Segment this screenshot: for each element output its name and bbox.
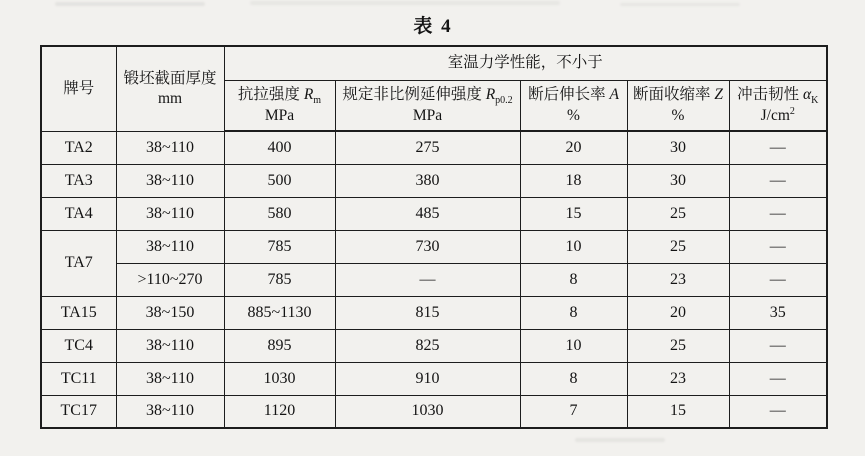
table-row bbox=[41, 329, 827, 362]
impact-toughness-subscript: K bbox=[811, 95, 819, 107]
table-row bbox=[41, 164, 827, 197]
col-header-proof-strength bbox=[335, 80, 520, 131]
table-body bbox=[41, 131, 827, 428]
cell-reduction-of-area: 25 bbox=[627, 329, 729, 362]
cell-reduction-of-area: 20 bbox=[627, 296, 729, 329]
table-row bbox=[41, 230, 827, 263]
cell-tensile-strength: 1030 bbox=[224, 362, 335, 395]
table-row bbox=[41, 362, 827, 395]
cell-thickness: 38~110 bbox=[116, 197, 224, 230]
col-header-grade: 牌号 bbox=[41, 46, 116, 131]
proof-strength-label: 规定非比例延伸强度 bbox=[342, 86, 486, 104]
cell-grade: TC4 bbox=[41, 329, 116, 362]
cell-proof-strength: 485 bbox=[335, 197, 520, 230]
cell-grade: TA4 bbox=[41, 197, 116, 230]
reduction-of-area-label: 断面收缩率 bbox=[632, 86, 715, 104]
cell-impact-toughness: 35 bbox=[729, 296, 827, 329]
cell-thickness: 38~110 bbox=[116, 395, 224, 428]
cell-impact-toughness: — bbox=[729, 197, 827, 230]
scan-artifact bbox=[620, 3, 740, 6]
col-header-impact-toughness bbox=[729, 80, 827, 131]
scan-artifact bbox=[250, 1, 560, 5]
elongation-unit: % bbox=[567, 106, 580, 124]
cell-impact-toughness: — bbox=[729, 131, 827, 164]
cell-proof-strength: 815 bbox=[335, 296, 520, 329]
cell-elongation: 8 bbox=[520, 296, 627, 329]
col-header-tensile-strength bbox=[224, 80, 335, 131]
cell-elongation: 15 bbox=[520, 197, 627, 230]
impact-toughness-unit-superscript: 2 bbox=[789, 105, 795, 117]
cell-impact-toughness: — bbox=[729, 263, 827, 296]
cell-elongation: 10 bbox=[520, 230, 627, 263]
cell-thickness: >110~270 bbox=[116, 263, 224, 296]
cell-tensile-strength: 885~1130 bbox=[224, 296, 335, 329]
cell-proof-strength: — bbox=[335, 263, 520, 296]
col-header-performance-span: 室温力学性能，不小于 bbox=[224, 46, 827, 80]
col-header-thickness bbox=[116, 46, 224, 131]
cell-grade: TA2 bbox=[41, 131, 116, 164]
tensile-strength-symbol: R bbox=[303, 86, 314, 104]
cell-reduction-of-area: 23 bbox=[627, 263, 729, 296]
cell-elongation: 7 bbox=[520, 395, 627, 428]
cell-grade: TC17 bbox=[41, 395, 116, 428]
cell-impact-toughness: — bbox=[729, 362, 827, 395]
col-header-elongation bbox=[520, 80, 627, 131]
cell-impact-toughness: — bbox=[729, 164, 827, 197]
cell-reduction-of-area: 25 bbox=[627, 197, 729, 230]
proof-strength-subscript: p0.2 bbox=[495, 95, 513, 107]
cell-tensile-strength: 785 bbox=[224, 263, 335, 296]
cell-elongation: 10 bbox=[520, 329, 627, 362]
cell-elongation: 20 bbox=[520, 131, 627, 164]
cell-thickness: 38~110 bbox=[116, 329, 224, 362]
table-row bbox=[41, 296, 827, 329]
cell-reduction-of-area: 15 bbox=[627, 395, 729, 428]
tensile-strength-unit: MPa bbox=[264, 106, 295, 124]
cell-proof-strength: 730 bbox=[335, 230, 520, 263]
cell-grade: TA7 bbox=[41, 230, 116, 296]
cell-elongation: 18 bbox=[520, 164, 627, 197]
cell-thickness: 38~110 bbox=[116, 131, 224, 164]
cell-tensile-strength: 1120 bbox=[224, 395, 335, 428]
cell-proof-strength: 275 bbox=[335, 131, 520, 164]
cell-tensile-strength: 400 bbox=[224, 131, 335, 164]
reduction-of-area-symbol: Z bbox=[714, 86, 723, 104]
cell-tensile-strength: 785 bbox=[224, 230, 335, 263]
table-row bbox=[41, 197, 827, 230]
cell-thickness: 38~110 bbox=[116, 164, 224, 197]
cell-grade: TC11 bbox=[41, 362, 116, 395]
cell-impact-toughness: — bbox=[729, 329, 827, 362]
thickness-unit: mm bbox=[157, 90, 183, 108]
impact-toughness-symbol: α bbox=[803, 86, 812, 104]
cell-proof-strength: 380 bbox=[335, 164, 520, 197]
table-title: 表 4 bbox=[413, 16, 453, 37]
elongation-symbol: A bbox=[609, 86, 619, 104]
col-header-reduction-of-area bbox=[627, 80, 729, 131]
properties-table bbox=[40, 45, 828, 429]
proof-strength-symbol: R bbox=[485, 86, 496, 104]
table-row bbox=[41, 263, 827, 296]
cell-thickness: 38~110 bbox=[116, 362, 224, 395]
cell-tensile-strength: 580 bbox=[224, 197, 335, 230]
cell-grade: TA3 bbox=[41, 164, 116, 197]
cell-reduction-of-area: 30 bbox=[627, 131, 729, 164]
cell-proof-strength: 1030 bbox=[335, 395, 520, 428]
thickness-label: 锻坯截面厚度 bbox=[123, 69, 217, 87]
header-row-span bbox=[41, 46, 827, 80]
impact-toughness-label: 冲击韧性 bbox=[737, 86, 804, 104]
elongation-label: 断后伸长率 bbox=[528, 86, 610, 104]
cell-thickness: 38~150 bbox=[116, 296, 224, 329]
reduction-of-area-unit: % bbox=[671, 106, 685, 124]
table-row bbox=[41, 395, 827, 428]
tensile-strength-subscript: m bbox=[313, 95, 322, 107]
cell-impact-toughness: — bbox=[729, 230, 827, 263]
cell-reduction-of-area: 23 bbox=[627, 362, 729, 395]
cell-impact-toughness: — bbox=[729, 395, 827, 428]
cell-thickness: 38~110 bbox=[116, 230, 224, 263]
cell-proof-strength: 825 bbox=[335, 329, 520, 362]
cell-reduction-of-area: 30 bbox=[627, 164, 729, 197]
cell-elongation: 8 bbox=[520, 362, 627, 395]
proof-strength-unit: MPa bbox=[412, 106, 443, 124]
cell-proof-strength: 910 bbox=[335, 362, 520, 395]
cell-elongation: 8 bbox=[520, 263, 627, 296]
cell-tensile-strength: 500 bbox=[224, 164, 335, 197]
cell-tensile-strength: 895 bbox=[224, 329, 335, 362]
tensile-strength-label: 抗拉强度 bbox=[237, 86, 304, 104]
cell-grade: TA15 bbox=[41, 296, 116, 329]
impact-toughness-unit: J/cm bbox=[760, 106, 790, 124]
scan-artifact bbox=[55, 2, 205, 6]
scan-artifact bbox=[575, 438, 665, 442]
cell-reduction-of-area: 25 bbox=[627, 230, 729, 263]
table-row bbox=[41, 131, 827, 164]
